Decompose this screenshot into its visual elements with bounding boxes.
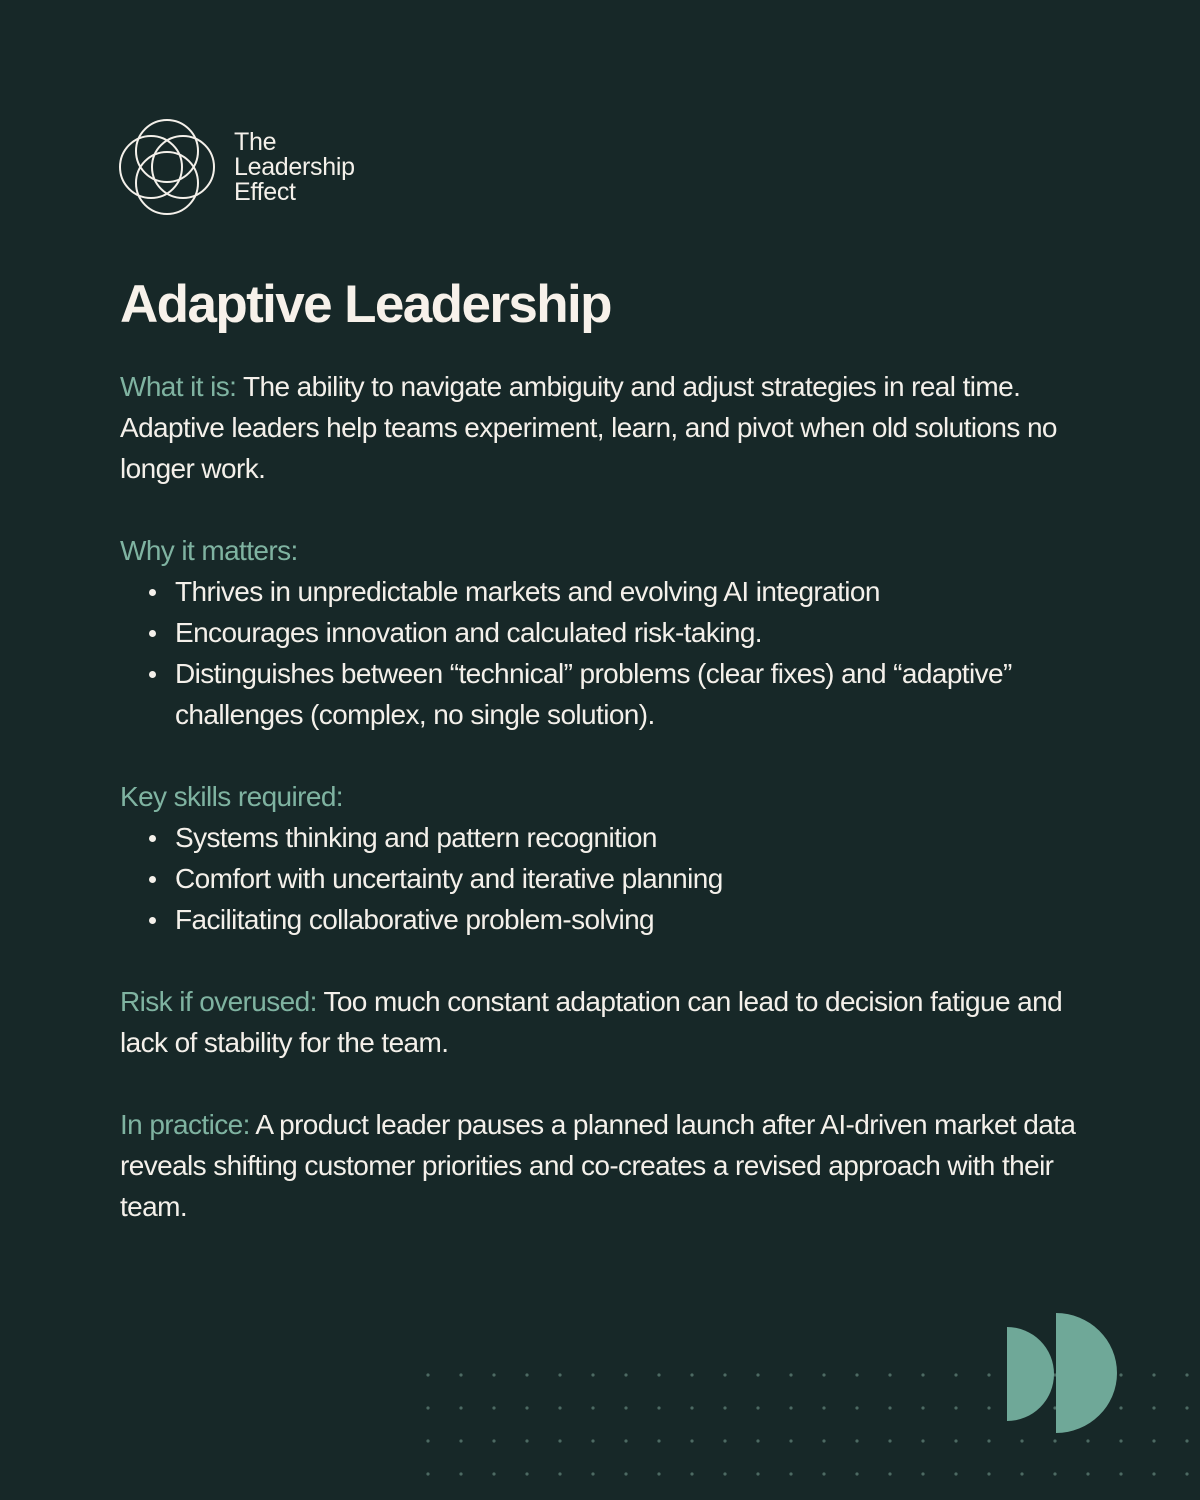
spacer xyxy=(120,1063,1090,1104)
grid-dot xyxy=(1185,1439,1188,1442)
brand-line-1: The xyxy=(234,127,277,156)
grid-dot xyxy=(1152,1439,1155,1442)
in-practice-section xyxy=(120,1104,1090,1227)
grid-dot xyxy=(789,1406,792,1409)
grid-dot xyxy=(855,1472,858,1475)
page-title: Adaptive Leadership xyxy=(120,275,611,334)
grid-dot xyxy=(723,1373,726,1376)
grid-dot xyxy=(591,1439,594,1442)
grid-dot xyxy=(624,1406,627,1409)
grid-dot xyxy=(921,1406,924,1409)
grid-dot xyxy=(459,1439,462,1442)
half-circle-right xyxy=(1056,1313,1117,1433)
grid-dot xyxy=(1185,1373,1188,1376)
why-it-matters-list xyxy=(120,571,1090,735)
key-skills-list xyxy=(120,817,1090,940)
grid-dot xyxy=(426,1406,429,1409)
grid-dot xyxy=(591,1406,594,1409)
grid-dot xyxy=(492,1373,495,1376)
grid-dot xyxy=(1119,1439,1122,1442)
grid-dot xyxy=(756,1439,759,1442)
grid-dot xyxy=(657,1406,660,1409)
key-skills-label: Key skills required: xyxy=(120,781,343,812)
grid-dot xyxy=(789,1439,792,1442)
grid-dot xyxy=(426,1472,429,1475)
in-practice-label: In practice: xyxy=(120,1109,250,1140)
grid-dot xyxy=(690,1439,693,1442)
grid-dot xyxy=(525,1472,528,1475)
grid-dot xyxy=(492,1472,495,1475)
grid-dot xyxy=(624,1472,627,1475)
grid-dot xyxy=(723,1406,726,1409)
grid-dot xyxy=(954,1472,957,1475)
grid-dot xyxy=(756,1373,759,1376)
grid-dot xyxy=(459,1406,462,1409)
grid-dot xyxy=(822,1373,825,1376)
grid-dot xyxy=(855,1373,858,1376)
grid-dot xyxy=(558,1373,561,1376)
brand-name xyxy=(234,127,355,206)
grid-dot xyxy=(723,1472,726,1475)
grid-dot xyxy=(1053,1439,1056,1442)
grid-dot xyxy=(987,1373,990,1376)
grid-dot xyxy=(723,1439,726,1442)
grid-dot xyxy=(426,1373,429,1376)
grid-dot xyxy=(789,1472,792,1475)
grid-dot xyxy=(1020,1472,1023,1475)
half-circle-left xyxy=(1007,1327,1054,1421)
list-item: Encourages innovation and calculated risk-taking. xyxy=(175,612,1090,653)
grid-dot xyxy=(426,1439,429,1442)
grid-dot xyxy=(822,1406,825,1409)
grid-dot xyxy=(525,1406,528,1409)
grid-dot xyxy=(921,1373,924,1376)
grid-dot xyxy=(624,1439,627,1442)
grid-dot xyxy=(756,1472,759,1475)
in-practice-text: A product leader pauses a planned launch after AI-driven market data reveals shifting customer priorities and co-creates a revised approach with their team. xyxy=(120,1109,1076,1222)
grid-dot xyxy=(1119,1472,1122,1475)
grid-dot xyxy=(558,1406,561,1409)
what-it-is-section xyxy=(120,366,1090,489)
why-it-matters-label: Why it matters: xyxy=(120,535,298,566)
grid-dot xyxy=(591,1373,594,1376)
grid-dot xyxy=(789,1373,792,1376)
grid-dot xyxy=(492,1406,495,1409)
grid-dot xyxy=(657,1439,660,1442)
risk-text: Too much constant adaptation can lead to decision fatigue and lack of stability for the team. xyxy=(120,986,1063,1058)
grid-dot xyxy=(888,1406,891,1409)
risk-section xyxy=(120,981,1090,1063)
grid-dot xyxy=(624,1373,627,1376)
grid-dot xyxy=(1086,1439,1089,1442)
grid-dot xyxy=(525,1439,528,1442)
grid-dot xyxy=(888,1472,891,1475)
grid-dot xyxy=(855,1406,858,1409)
what-it-is-text: The ability to navigate ambiguity and adjust strategies in real time. Adaptive leaders help teams experiment, learn, and pivot when old solutions no longer work. xyxy=(120,371,1057,484)
list-item: Comfort with uncertainty and iterative planning xyxy=(175,858,1090,899)
grid-dot xyxy=(1053,1472,1056,1475)
grid-dot xyxy=(987,1406,990,1409)
brand-logo xyxy=(118,118,355,216)
risk-label: Risk if overused: xyxy=(120,986,317,1017)
list-item: Distinguishes between “technical” problems (clear fixes) and “adaptive” challenges (complex, no single solution). xyxy=(175,653,1090,735)
grid-dot xyxy=(657,1472,660,1475)
content xyxy=(120,366,1090,1227)
half-circles-decoration xyxy=(1007,1313,1122,1435)
what-it-is-label: What it is: xyxy=(120,371,237,402)
grid-dot xyxy=(1185,1406,1188,1409)
grid-dot xyxy=(459,1472,462,1475)
grid-dot xyxy=(558,1439,561,1442)
grid-dot xyxy=(855,1439,858,1442)
grid-dot xyxy=(888,1373,891,1376)
brand-line-2: Leadership xyxy=(234,152,355,181)
grid-dot xyxy=(459,1373,462,1376)
grid-dot xyxy=(822,1439,825,1442)
spacer xyxy=(120,735,1090,776)
grid-dot xyxy=(492,1439,495,1442)
grid-dot xyxy=(657,1373,660,1376)
grid-dot xyxy=(525,1373,528,1376)
grid-dot xyxy=(954,1439,957,1442)
grid-dot xyxy=(690,1406,693,1409)
grid-dot xyxy=(591,1472,594,1475)
grid-dot xyxy=(1020,1439,1023,1442)
brand-line-3: Effect xyxy=(234,177,296,206)
grid-dot xyxy=(1086,1472,1089,1475)
grid-dot xyxy=(921,1439,924,1442)
grid-dot xyxy=(954,1373,957,1376)
grid-dot xyxy=(822,1472,825,1475)
grid-dot xyxy=(690,1373,693,1376)
interlocking-circles-logo-icon xyxy=(118,118,216,216)
grid-dot xyxy=(888,1439,891,1442)
list-item: Systems thinking and pattern recognition xyxy=(175,817,1090,858)
spacer xyxy=(120,489,1090,530)
grid-dot xyxy=(756,1406,759,1409)
grid-dot xyxy=(987,1439,990,1442)
spacer xyxy=(120,940,1090,981)
grid-dot xyxy=(1152,1373,1155,1376)
grid-dot xyxy=(1152,1406,1155,1409)
list-item: Facilitating collaborative problem-solving xyxy=(175,899,1090,940)
grid-dot xyxy=(558,1472,561,1475)
grid-dot xyxy=(921,1472,924,1475)
grid-dot xyxy=(1185,1472,1188,1475)
list-item: Thrives in unpredictable markets and evolving AI integration xyxy=(175,571,1090,612)
grid-dot xyxy=(987,1472,990,1475)
grid-dot xyxy=(690,1472,693,1475)
grid-dot xyxy=(1152,1472,1155,1475)
grid-dot xyxy=(954,1406,957,1409)
